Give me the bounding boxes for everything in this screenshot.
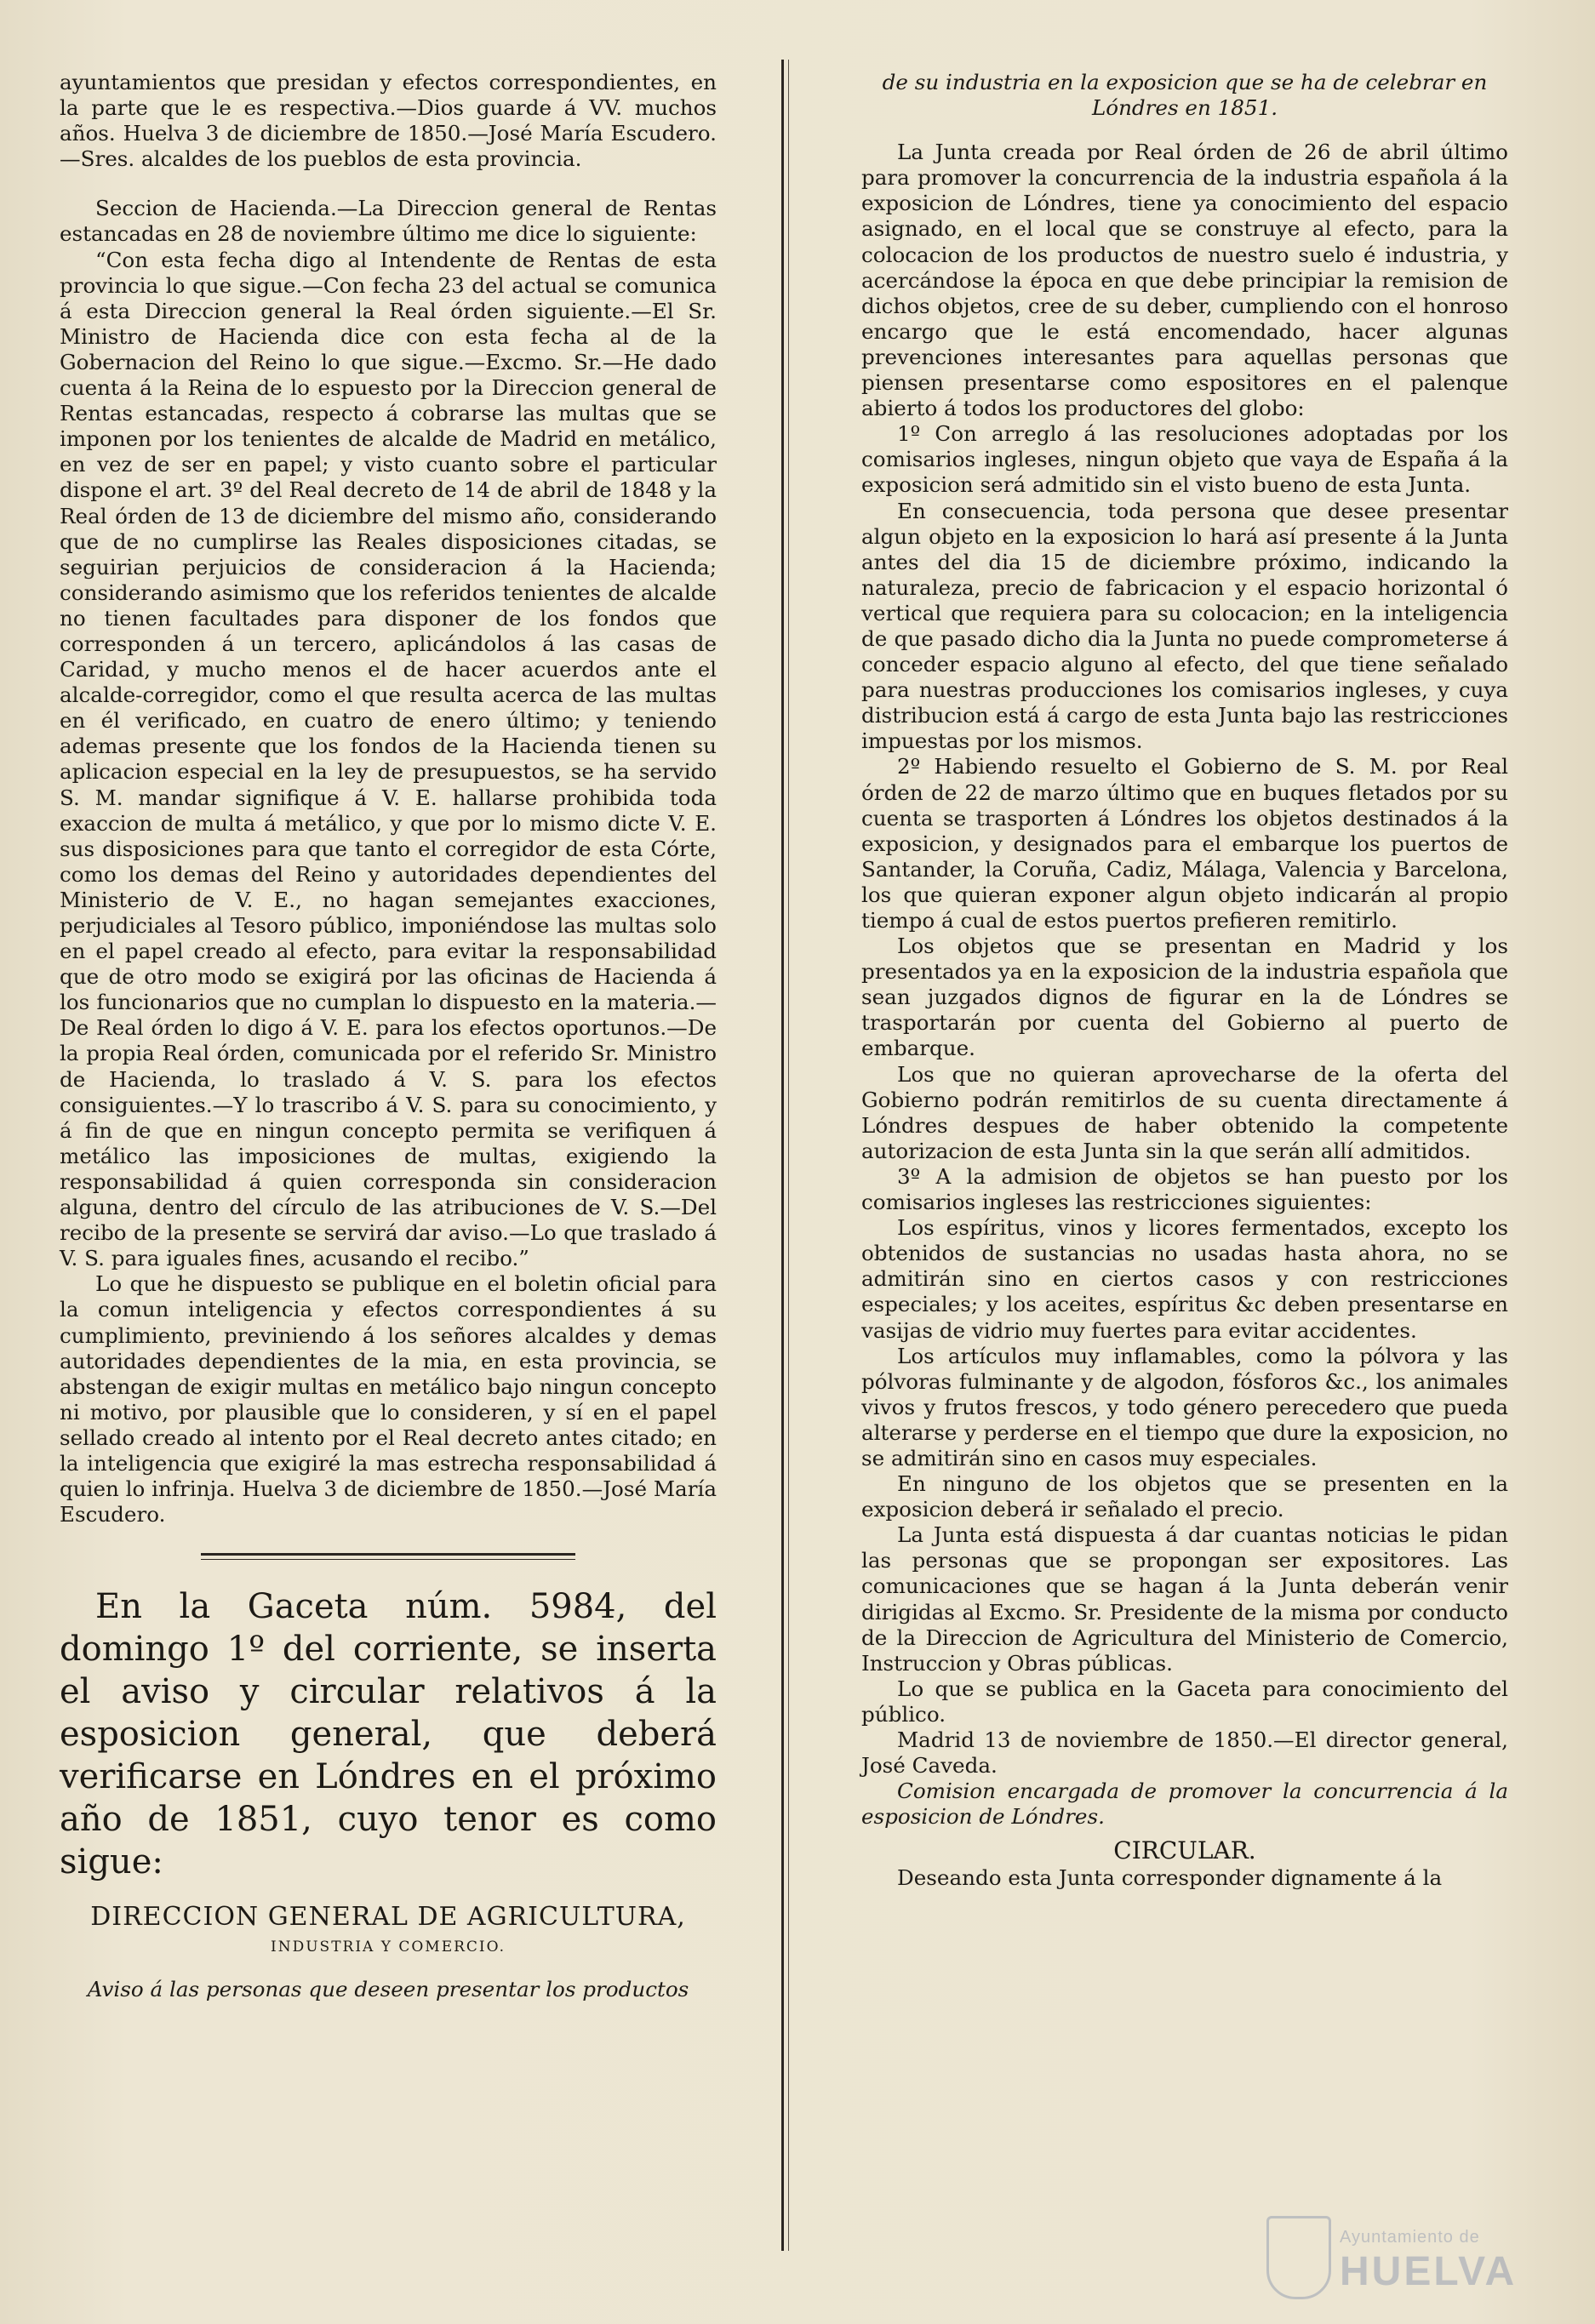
paragraph-noticias: La Junta está dispuesta á dar cuantas noticias le pidan las personas que se propongan ser expositores. Las comunicaciones que se hagan á la Junta deberán venir dirigidas al Excmo. Sr. Presidente de la misma por conducto de la Direccion de Agricultura del Ministerio de Comercio, Instruccion y Obras públicas. xyxy=(861,1522,1508,1676)
paragraph-no-aprovechar: Los que no quieran aprovecharse de la oferta del Gobierno podrán remitirlos de su cuenta directamente á Lóndres despues de haber obtenido la competente autorizacion de esta Junta sin la que serán allí admitidos. xyxy=(861,1061,1508,1163)
paragraph-ayuntamientos: ayuntamientos que presidan y efectos correspondientes, en la parte que le es respectiva.—Dios guarde á VV. muchos años. Huelva 3 de diciembre de 1850.—José María Escudero.—Sres. alcaldes de los pueblos de esta provincia. xyxy=(60,70,717,172)
paragraph-deseando: Deseando esta Junta corresponder dignamente á la xyxy=(897,1865,1443,1891)
paragraph-junta-creada: La Junta creada por Real órden de 26 de abril último para promover la concurrencia de la industria española á la exposicion de Lóndres, tiene ya conocimiento del espacio asignado, en el local que se construye al efecto, para la colocacion de los productos de nuestro suelo é industria, y acercándose la época en que debe principiar la remision de dichos objetos, cree de su deber, cumpliendo con el honroso encargo que le está encomendado, hacer algunas prevenciones interesantes para aquellas personas que piensen presentarse como espositores en el palenque abierto á todos los productores del globo: xyxy=(861,140,1508,421)
paragraph-boletin-oficial: Lo que he dispuesto se publique en el boletin oficial para la comun inteligencia y efectos correspondientes á su cumplimiento, previniendo á los señores alcaldes y demas autoridades dependientes de la mia, en esta provincia, se abstengan de exigir multas en metálico bajo ningun concepto ni motivo, por plausible que lo consideren, y sí en el papel sellado creado al intento por el Real decreto antes citado; en la inteligencia que exigiré la mas estrecha responsabilidad á quien lo infrinja. Huelva 3 de diciembre de 1850.—José María Escudero. xyxy=(60,1271,717,1527)
left-column xyxy=(60,70,717,2002)
paragraph-precio: En ninguno de los objetos que se presenten en la exposicion deberá ir señalado el precio. xyxy=(861,1471,1508,1522)
paragraph-real-orden: “Con esta fecha digo al Intendente de Rentas de esta provincia lo que sigue.—Con fecha 23 del actual se comunica á esta Direccion general la Real órden siguiente.—El Sr. Ministro de Hacienda dice con esta fecha al de la Gobernacion del Reino lo que sigue.—Excmo. Sr.—He dado cuenta á la Reina de lo espuesto por la Direccion general de Rentas estancadas, respecto á cobrarse las multas que se imponen por los tenientes de alcalde de Madrid en metálico, en vez de ser en papel; y visto cuanto sobre el particular dispone el art. 3º del Real decreto de 14 de abril de 1848 y la Real órden de 13 de diciembre del mismo año, considerando que de no cumplirse las Reales disposiciones citadas, se seguirian perjuicios de consideracion á la Hacienda; considerando asimismo que los referidos tenientes de alcalde no tienen facultades para disponer de los fondos que corresponden á un tercero, aplicándolos á las casas de Caridad, y mucho menos el de hacer acuerdos ante el alcalde-corregidor, como el que resulta acerca de las multas en él verificado, en cuatro de enero último; y teniendo ademas presente que los fondos de la Hacienda tienen su aplicacion especial en la ley de presupuestos, se ha servido S. M. mandar signifique á V. E. hallarse prohibida toda exaccion de multa á metálico, y que por lo mismo dicte V. E. sus disposiciones para que tanto el corregidor de esta Córte, como los demas del Reino y autoridades dependientes del Ministerio de V. E., no hagan semejantes exacciones, perjudiciales al Tesoro público, imponiéndose las multas solo en el papel creado al efecto, para evitar la responsabilidad que de otro modo se exigirá por las oficinas de Hacienda á los funcionarios que no cumplan lo dispuesto en la materia.—De Real órden lo digo á V. E. para los efectos oportunos.—De la propia Real órden, comunicada por el referido Sr. Ministro de Hacienda, lo traslado á V. S. para los efectos consiguientes.—Y lo trascribo á V. S. para su conocimiento, y á fin de que en ningun concepto permita se verifiquen á metálico las imposiciones de multas, exigiendo la responsabilidad á quien corresponda sin consideracion alguna, dentro del círculo de las atribuciones de V. S.—Del recibo de la presente se servirá dar aviso.—Lo que traslado á V. S. para iguales fines, acusando el recibo.” xyxy=(60,247,717,1271)
paragraph-publica: Lo que se publica en la Gaceta para conocimiento del público. xyxy=(861,1676,1508,1727)
paragraph-consecuencia: En consecuencia, toda persona que desee presentar algun objeto en la exposicion lo hará así presente á la Junta antes del dia 15 de diciembre próximo, indicando la naturaleza, precio de fabricacion y el espacio horizontal ó vertical que requiera para su colocacion; en la inteligencia de que pasado dicho dia la Junta no puede comprometerse á conceder espacio alguno al efecto, del que tiene señalado para nuestras producciones los comisarios ingleses, y cuya distribucion está á cargo de esta Junta bajo las restricciones impuestas por los mismos. xyxy=(861,498,1508,754)
watermark-line2: HUELVA xyxy=(1340,2249,1518,2294)
paragraph-gaceta-notice: En la Gaceta núm. 5984, del domingo 1º del corriente, se inserta el aviso y circular relativos á la esposicion general, que deberá verificarse en Lóndres en el próximo año de 1851, cuyo tenor es como sigue: xyxy=(60,1587,717,1882)
paragraph-inflamables: Los artículos muy inflamables, como la pólvora y las pólvoras fulminante y de algodon, fósforos &c., los animales vivos y frutos frescos, y todo género perecedero que pueda alterarse y perderse en el tiempo que dure la exposicion, no se admitirán sino en casos muy especiales. xyxy=(861,1343,1508,1470)
paragraph-objetos-madrid: Los objetos que se presentan en Madrid y los presentados ya en la exposicion de la industria española que sean juzgados dignos de figurar en la de Lóndres se trasportarán por cuenta del Gobierno al puerto de embarque. xyxy=(861,934,1508,1061)
coat-of-arms-icon xyxy=(1266,2216,1331,2299)
aviso-title: Aviso á las personas que deseen presentar los productos xyxy=(87,1977,689,2002)
paragraph-rule-3: 3º A la admision de objetos se han puesto por los comisarios ingleses las restricciones siguientes: xyxy=(861,1163,1508,1215)
aviso-title-continued: de su industria en la exposicion que se ha de celebrar en Lóndres en 1851. xyxy=(882,70,1488,121)
subheading-industria-comercio: INDUSTRIA Y COMERCIO. xyxy=(271,1939,506,1956)
heading-direccion-general: DIRECCION GENERAL DE AGRICULTURA, xyxy=(90,1902,686,1933)
circular-heading: CIRCULAR. xyxy=(1113,1836,1256,1865)
signature-madrid: Madrid 13 de noviembre de 1850.—El director general, José Caveda. xyxy=(861,1727,1508,1779)
paragraph-rule-2: 2º Habiendo resuelto el Gobierno de S. M. por Real órden de 22 de marzo último que en buques fletados por su cuenta se trasporten á Lóndres los objetos destinados á la exposicion, y designados para el embarque los puertos de Santander, la Coruña, Cadiz, Málaga, Valencia y Barcelona, los que quieran exponer algun objeto indicarán al propio tiempo á cual de estos puertos prefieren remitirlo. xyxy=(861,754,1508,933)
column-rule-thin xyxy=(788,60,789,2251)
huelva-watermark xyxy=(1266,2216,1547,2301)
paragraph-rule-1: 1º Con arreglo á las resoluciones adoptadas por los comisarios ingleses, ningun objeto que vaya de España á la exposicion será admitido sin el visto bueno de esta Junta. xyxy=(861,421,1508,498)
paragraph-espiritus: Los espíritus, vinos y licores fermentados, excepto los obtenidos de sustancias no usadas hasta ahora, no se admitirán sino en ciertos casos y con restricciones especiales; y los aceites, espíritus &c deben presentarse en vasijas de vidrio muy fuertes para evitar accidentes. xyxy=(861,1215,1508,1343)
column-rule xyxy=(781,60,784,2251)
paragraph-seccion-hacienda: Seccion de Hacienda.—La Direccion general de Rentas estancadas en 28 de noviembre último me dice lo siguiente: xyxy=(60,196,717,247)
comision-title: Comision encargada de promover la concurrencia á la esposicion de Lóndres. xyxy=(861,1779,1508,1830)
right-column xyxy=(861,70,1508,1891)
watermark-line1: Ayuntamiento de xyxy=(1340,2228,1480,2247)
section-divider xyxy=(201,1553,575,1560)
